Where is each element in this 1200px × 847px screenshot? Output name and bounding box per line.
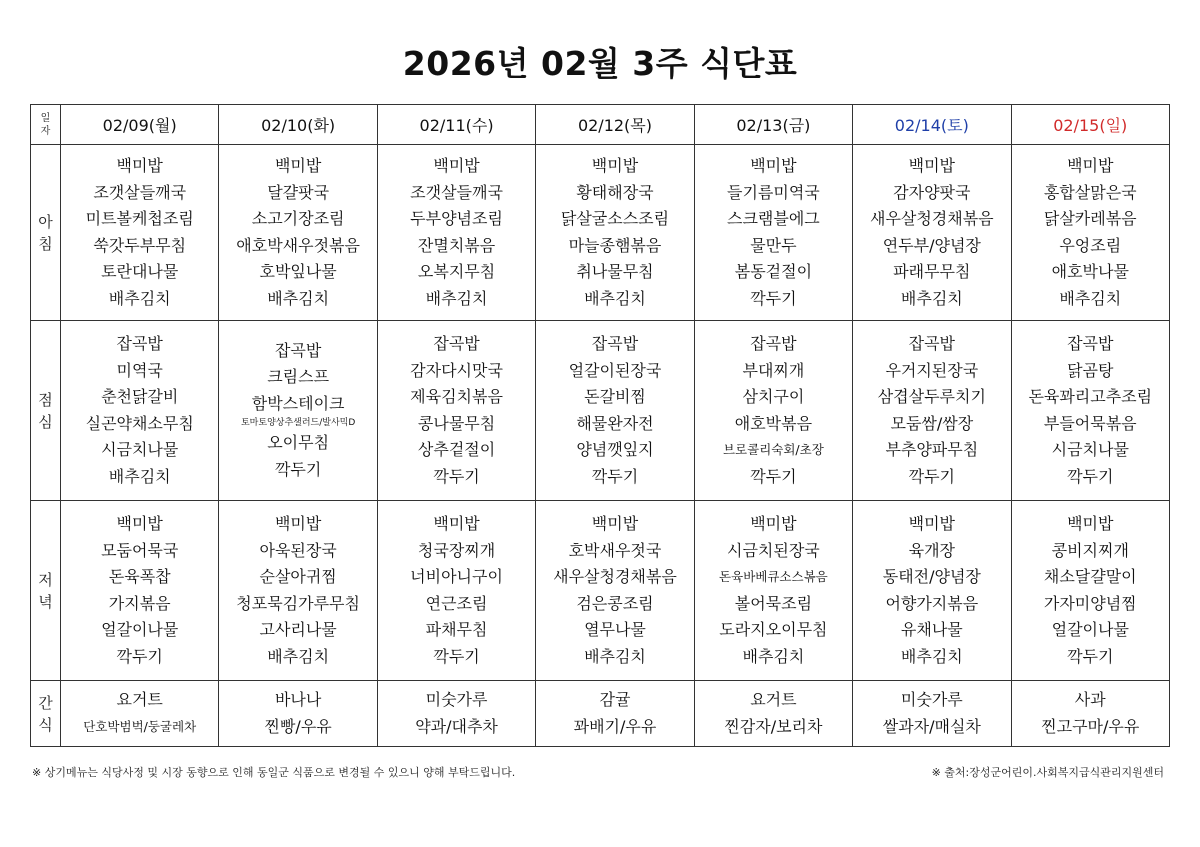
- menu-item: 새우살청경채볶음: [869, 209, 994, 228]
- menu-item: 돈육폭찹: [108, 567, 171, 586]
- menu-item: 백미밥: [1067, 514, 1114, 533]
- date-label-top: 일: [40, 112, 51, 124]
- menu-item: 요거트: [116, 690, 163, 709]
- menu-item: 새우살청경채볶음: [553, 567, 677, 586]
- menu-item: 깍두기: [116, 646, 163, 666]
- menu-item: 잡곡밥: [116, 334, 163, 353]
- lunch-cell-mon: [61, 321, 219, 501]
- menu-item: 백미밥: [1067, 156, 1114, 175]
- menu-item: 토란대나물: [101, 262, 179, 281]
- menu-item: 배추김치: [267, 288, 330, 308]
- menu-item: 고사리나물: [259, 620, 337, 639]
- menu-item: 소고기장조림: [251, 209, 345, 228]
- menu-item: 잡곡밥: [908, 334, 955, 353]
- menu-item: 아욱된장국: [259, 540, 337, 560]
- menu-item: 청포묵김가루무침: [236, 593, 360, 613]
- date-fri: 02/13(금): [694, 105, 852, 145]
- menu-item: 미역국: [116, 360, 163, 380]
- menu-item: 돈육바베큐소스볶음: [719, 569, 828, 584]
- menu-item: 시금치나물: [101, 440, 179, 459]
- menu-item: 잡곡밥: [1067, 334, 1114, 353]
- menu-item: 깍두기: [591, 466, 639, 486]
- menu-item: 스크램블에그: [727, 209, 820, 228]
- date-tue: 02/10(화): [219, 105, 377, 145]
- menu-item: 깍두기: [433, 466, 480, 486]
- lunch-cell-sat: [853, 321, 1011, 501]
- menu-item: 조갯살들깨국: [93, 182, 187, 202]
- menu-item: 실곤약채소무침: [85, 413, 194, 433]
- menu-item: 잡곡밥: [433, 334, 480, 353]
- menu-item: 상추겉절이: [417, 440, 496, 459]
- menu-item: 삼치구이: [742, 387, 805, 406]
- menu-item: 너비아니구이: [410, 567, 503, 586]
- menu-item: 모둠쌈/쌈장: [890, 413, 974, 433]
- menu-item: 돈육꽈리고추조림: [1028, 387, 1153, 406]
- menu-item: 배추김치: [108, 288, 171, 308]
- menu-item: 감자다시맛국: [410, 360, 503, 380]
- menu-item: 배추김치: [425, 288, 488, 308]
- menu-item: 깍두기: [750, 288, 797, 308]
- menu-item: 백미밥: [274, 156, 322, 175]
- date-mon: 02/09(월): [61, 105, 219, 145]
- lunch-cell-wed: [377, 321, 535, 501]
- lunch-cell-fri: [694, 321, 852, 501]
- menu-item: 배추김치: [900, 288, 963, 308]
- date-sat: 02/14(토): [853, 105, 1011, 145]
- menu-item: 도라지오이무침: [719, 620, 828, 639]
- menu-item: 배추김치: [900, 646, 963, 666]
- lunch-label-cell: [31, 321, 61, 501]
- menu-item: 크림스프: [267, 367, 330, 387]
- menu-item: 해물완자전: [576, 413, 654, 433]
- menu-item: 오이무침: [267, 433, 330, 453]
- menu-item: 청국장찌개: [417, 540, 496, 560]
- snack-label-char: 식: [38, 715, 53, 734]
- menu-item: 연근조림: [425, 593, 488, 613]
- menu-item: 우거지된장국: [885, 360, 979, 380]
- menu-item: 춘천닭갈비: [101, 387, 179, 406]
- menu-item: 백미밥: [116, 156, 163, 175]
- menu-item: 유채나물: [900, 620, 963, 639]
- menu-item: 두부양념조림: [410, 209, 503, 228]
- menu-item: 잡곡밥: [750, 334, 797, 353]
- menu-item: 배추김치: [742, 646, 805, 666]
- dinner-cell-fri: [694, 501, 852, 681]
- menu-item: 단호박범벅/둥굴레차: [83, 718, 197, 734]
- menu-item: 깍두기: [274, 459, 322, 479]
- lunch-cell-thu: [536, 321, 694, 501]
- breakfast-cell-mon: [61, 145, 219, 321]
- menu-item: 백미밥: [591, 156, 639, 175]
- snack-cell-fri: [694, 681, 852, 747]
- menu-item: 가자미양념찜: [1043, 593, 1137, 613]
- dinner-cell-wed: [377, 501, 535, 681]
- menu-item: 닭살카레볶음: [1043, 209, 1137, 228]
- menu-item: 모둠어묵국: [101, 540, 179, 560]
- dinner-label-char: 녁: [38, 592, 53, 611]
- menu-item: 배추김치: [584, 646, 646, 666]
- snack-row: [31, 681, 1170, 747]
- menu-item: 삼겹살두루치기: [877, 387, 986, 406]
- menu-item: 약과/대추차: [415, 716, 498, 736]
- breakfast-label-char: 침: [38, 234, 53, 253]
- menu-item: 얼갈이된장국: [568, 360, 662, 380]
- breakfast-cell-wed: [377, 145, 535, 321]
- menu-item: 감자양팟국: [893, 182, 971, 202]
- menu-item: 호박새우젓국: [568, 540, 662, 560]
- menu-item: 부대찌개: [742, 360, 805, 380]
- menu-item: 애호박볶음: [734, 413, 813, 433]
- snack-cell-tue: [219, 681, 377, 747]
- menu-item: 순살아귀찜: [259, 567, 337, 586]
- menu-item: 검은콩조림: [576, 593, 654, 613]
- menu-item: 콩나물무침: [417, 413, 496, 433]
- menu-item: 제육김치볶음: [410, 387, 503, 406]
- menu-item: 얼갈이나물: [1051, 620, 1129, 639]
- menu-item: 함박스테이크: [251, 393, 345, 413]
- menu-item: 쑥갓두부무침: [93, 235, 187, 255]
- dinner-label-cell: [31, 501, 61, 681]
- snack-cell-thu: [536, 681, 694, 747]
- menu-item: 물만두: [750, 235, 797, 255]
- date-label-bottom: 자: [40, 125, 51, 137]
- menu-item: 어향가지볶음: [885, 593, 979, 613]
- menu-item: 취나물무침: [576, 262, 654, 281]
- breakfast-cell-thu: [536, 145, 694, 321]
- menu-item: 감귤: [599, 690, 631, 709]
- menu-item: 백미밥: [750, 156, 797, 175]
- menu-item: 애호박나물: [1051, 262, 1129, 281]
- menu-item: 토마토양상추샐러드/발사믹D: [240, 418, 356, 429]
- dinner-cell-tue: [219, 501, 377, 681]
- menu-item: 깍두기: [1067, 646, 1114, 666]
- menu-item: 육개장: [908, 540, 955, 560]
- date-sun: 02/15(일): [1011, 105, 1169, 145]
- menu-item: 요거트: [750, 690, 797, 709]
- menu-item: 백미밥: [908, 156, 955, 175]
- date-label-cell: [31, 105, 61, 145]
- menu-item: 미트볼케첩조림: [85, 209, 194, 228]
- menu-item: 채소달걀말이: [1043, 567, 1137, 586]
- menu-item: 황태해장국: [576, 182, 654, 202]
- date-wed: 02/11(수): [377, 105, 535, 145]
- menu-item: 백미밥: [433, 156, 480, 175]
- menu-item: 백미밥: [750, 514, 797, 533]
- menu-item: 잡곡밥: [591, 334, 639, 353]
- lunch-label-char: 심: [38, 412, 53, 431]
- menu-item: 조갯살들깨국: [410, 182, 503, 202]
- menu-item: 들기름미역국: [727, 182, 820, 202]
- menu-item: 백미밥: [116, 514, 163, 533]
- menu-item: 닭곰탕: [1067, 360, 1114, 380]
- breakfast-cell-sun: [1011, 145, 1169, 321]
- menu-item: 바나나: [274, 690, 322, 709]
- menu-item: 얼갈이나물: [101, 620, 179, 639]
- date-header-row: [31, 105, 1170, 145]
- menu-item: 쌀과자/매실차: [882, 716, 981, 736]
- snack-cell-wed: [377, 681, 535, 747]
- menu-item: 열무나물: [584, 620, 646, 639]
- menu-item: 깍두기: [433, 646, 480, 666]
- menu-item: 배추김치: [1059, 288, 1122, 308]
- footer-source: ※ 출처:장성군어린이.사회복지급식관리지원센터: [931, 766, 1164, 779]
- footer-note: ※ 상기메뉴는 식당사정 및 시장 동향으로 인해 동일군 식품으로 변경될 수 있으니 양해 부탁드립니다.: [32, 766, 516, 779]
- menu-item: 동태전/양념장: [882, 567, 981, 586]
- menu-item: 부추양파무침: [885, 440, 979, 459]
- menu-item: 볼어묵조림: [734, 593, 813, 613]
- menu-item: 백미밥: [591, 514, 639, 533]
- breakfast-row: [31, 145, 1170, 321]
- menu-item: 파래무무침: [893, 262, 971, 281]
- menu-item: 시금치나물: [1051, 440, 1129, 459]
- menu-item: 백미밥: [274, 514, 322, 533]
- menu-item: 연두부/양념장: [882, 235, 981, 255]
- breakfast-cell-tue: [219, 145, 377, 321]
- menu-item: 깍두기: [1067, 466, 1114, 486]
- menu-item: 닭살굴소스조림: [560, 209, 670, 228]
- dinner-cell-sun: [1011, 501, 1169, 681]
- menu-item: 봄동겉절이: [734, 262, 813, 281]
- menu-item: 백미밥: [433, 514, 480, 533]
- menu-item: 홍합살맑은국: [1043, 182, 1137, 202]
- date-thu: 02/12(목): [536, 105, 694, 145]
- menu-item: 돈갈비찜: [584, 387, 646, 406]
- menu-item: 찐고구마/우유: [1041, 716, 1140, 736]
- menu-item: 양념깻잎지: [576, 440, 654, 459]
- breakfast-cell-sat: [853, 145, 1011, 321]
- menu-item: 사과: [1074, 690, 1106, 709]
- lunch-row: [31, 321, 1170, 501]
- breakfast-label-cell: [31, 145, 61, 321]
- menu-item: 미숫가루: [425, 690, 488, 709]
- menu-item: 미숫가루: [900, 690, 963, 709]
- snack-label-char: 간: [38, 693, 53, 712]
- dinner-cell-mon: [61, 501, 219, 681]
- lunch-cell-sun: [1011, 321, 1169, 501]
- breakfast-cell-fri: [694, 145, 852, 321]
- menu-item: 달걀팟국: [267, 182, 330, 202]
- menu-item: 파채무침: [425, 620, 488, 639]
- snack-cell-sun: [1011, 681, 1169, 747]
- menu-item: 가지볶음: [108, 593, 171, 613]
- menu-item: 잔멸치볶음: [417, 235, 496, 255]
- menu-item: 배추김치: [267, 646, 330, 666]
- snack-cell-mon: [61, 681, 219, 747]
- dinner-cell-thu: [536, 501, 694, 681]
- menu-item: 꽈배기/우유: [573, 716, 657, 736]
- menu-item: 백미밥: [908, 514, 955, 533]
- menu-item: 찐감자/보리차: [724, 716, 823, 736]
- menu-item: 부들어묵볶음: [1043, 413, 1137, 433]
- dinner-row: [31, 501, 1170, 681]
- snack-cell-sat: [853, 681, 1011, 747]
- menu-table: [30, 104, 1170, 747]
- lunch-cell-tue: [219, 321, 377, 501]
- menu-item: 시금치된장국: [727, 540, 820, 560]
- menu-item: 콩비지찌개: [1051, 540, 1129, 560]
- menu-item: 깍두기: [750, 466, 797, 486]
- menu-item: 배추김치: [108, 466, 171, 486]
- menu-item: 애호박새우젓볶음: [236, 235, 360, 255]
- menu-item: 잡곡밥: [274, 340, 322, 360]
- menu-item: 브로콜리숙회/초장: [722, 442, 824, 457]
- menu-item: 깍두기: [908, 466, 955, 486]
- menu-item: 찐빵/우유: [264, 716, 332, 736]
- menu-item: 마늘종햄볶음: [568, 235, 662, 255]
- lunch-label-char: 점: [38, 390, 53, 409]
- menu-item: 호박잎나물: [259, 262, 337, 281]
- snack-label-cell: [31, 681, 61, 747]
- dinner-label-char: 저: [38, 570, 53, 589]
- page-title: 2026년 02월 3주 식단표: [402, 44, 798, 83]
- menu-item: 배추김치: [584, 288, 646, 308]
- menu-item: 우엉조림: [1059, 235, 1122, 255]
- menu-item: 오복지무침: [417, 262, 496, 281]
- breakfast-label-char: 아: [38, 212, 53, 231]
- dinner-cell-sat: [853, 501, 1011, 681]
